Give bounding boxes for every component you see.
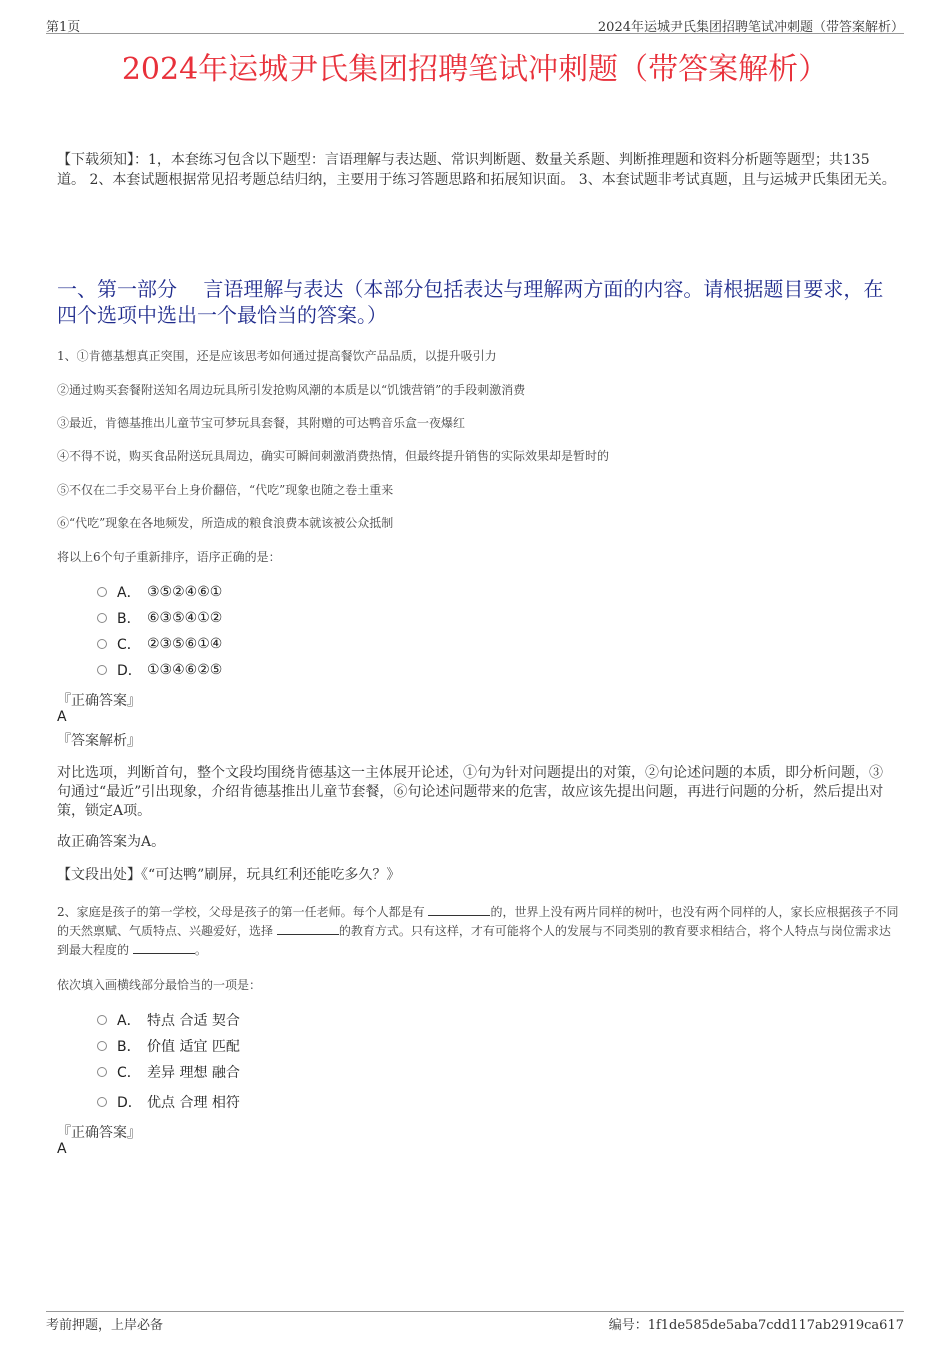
section-heading: 一、第一部分 言语理解与表达（本部分包括表达与理解两方面的内容。请根据题目要求，在四个选项中选出一个最恰当的答案。） bbox=[57, 277, 884, 327]
q1-line-3: ③最近，肯德基推出儿童节宝可梦玩具套餐，其附赠的可达鸭音乐盒一夜爆红 bbox=[57, 416, 466, 430]
download-notice: 【下载须知】：1，本套练习包含以下题型：言语理解与表达题、常识判断题、数量关系题、判断推理题和资料分析题等题型；共135道。 2、本套试题根据常见招考题总结归纳，主要用于练习答题思路和拓展知识面。 3、本套试题非考试真题，且与运城尹氏集团无关。 bbox=[57, 152, 896, 188]
radio-icon[interactable] bbox=[97, 665, 107, 675]
header-doc-title: 2024年运城尹氏集团招聘笔试冲刺题（带答案解析） bbox=[597, 20, 904, 35]
radio-icon[interactable] bbox=[97, 1097, 107, 1107]
q1-line-1: 1、①肯德基想真正突围，还是应该思考如何通过提高餐饮产品品质，以提升吸引力 bbox=[57, 349, 497, 363]
q1-option-c[interactable]: C． ②③⑤⑥①④ bbox=[97, 634, 222, 654]
footer-slogan: 考前押题，上岸必备 bbox=[46, 1318, 164, 1333]
footer-divider bbox=[46, 1311, 904, 1312]
q2-answer: A bbox=[57, 1141, 67, 1157]
q2-option-b[interactable]: B． 价值 适宜 匹配 bbox=[97, 1036, 240, 1056]
q1-prompt: 将以上6个句子重新排序，语序正确的是： bbox=[57, 550, 281, 564]
fill-blank-1 bbox=[428, 904, 490, 916]
radio-icon[interactable] bbox=[97, 613, 107, 623]
q1-analysis: 对比选项，判断首句，整个文段均围绕肯德基这一主体展开论述，①句为针对问题提出的对策，②句论述问题的本质，即分析问题，③句通过“最近”引出现象，介绍肯德基推出儿童节套餐，⑥句论述问题带来的危害，故应该先提出问题，再进行问题的分析，然后提出对策，锁定A项。 bbox=[57, 765, 884, 819]
q1-option-d[interactable]: D． ①③④⑥②⑤ bbox=[97, 660, 222, 680]
q1-option-b[interactable]: B． ⑥③⑤④①② bbox=[97, 608, 222, 628]
q2-option-c[interactable]: C． 差异 理想 融合 bbox=[97, 1062, 240, 1082]
page-title: 2024年运城尹氏集团招聘笔试冲刺题（带答案解析） bbox=[121, 52, 829, 87]
q1-answer-label: 『正确答案』 bbox=[57, 693, 141, 709]
q1-line-2: ②通过购买套餐附送知名周边玩具所引发抢购风潮的本质是以“饥饿营销”的手段刺激消费 bbox=[57, 383, 526, 397]
radio-icon[interactable] bbox=[97, 639, 107, 649]
q2-answer-label: 『正确答案』 bbox=[57, 1125, 141, 1141]
fill-blank-2 bbox=[277, 923, 339, 935]
q2-prompt: 依次填入画横线部分最恰当的一项是： bbox=[57, 978, 262, 992]
q1-line-5: ⑤不仅在二手交易平台上身价翻倍，“代吃”现象也随之卷土重来 bbox=[57, 483, 394, 497]
header-divider bbox=[46, 33, 904, 34]
q2-option-a[interactable]: A． 特点 合适 契合 bbox=[97, 1010, 240, 1030]
q1-conclusion: 故正确答案为A。 bbox=[57, 834, 166, 850]
fill-blank-3 bbox=[133, 942, 195, 954]
q2-stem: 2、家庭是孩子的第一学校，父母是孩子的第一任老师。每个人都是有 的，世界上没有两片同样的树叶，也没有两个同样的人，家长应根据孩子不同的天然禀赋、气质特点、兴趣爱好，选择 的教育方式。只有这样，才有可能将个人的发展与不同类别的教育要求相结合，将个人特点与岗位需求达到最大程度的 。 bbox=[57, 905, 899, 957]
q2-option-d[interactable]: D． 优点 合理 相符 bbox=[97, 1092, 240, 1112]
q1-source: 【文段出处】《“可达鸭”刷屏，玩具红利还能吃多久？》 bbox=[57, 867, 401, 883]
q1-line-6: ⑥“代吃”现象在各地频发，所造成的粮食浪费本就该被公众抵制 bbox=[57, 516, 394, 530]
radio-icon[interactable] bbox=[97, 1041, 107, 1051]
radio-icon[interactable] bbox=[97, 1015, 107, 1025]
q1-option-a[interactable]: A． ③⑤②④⑥① bbox=[97, 582, 222, 602]
page-number: 第1页 bbox=[46, 20, 81, 35]
q1-answer: A bbox=[57, 709, 67, 725]
radio-icon[interactable] bbox=[97, 587, 107, 597]
radio-icon[interactable] bbox=[97, 1067, 107, 1077]
q1-analysis-label: 『答案解析』 bbox=[57, 733, 141, 749]
footer-doc-id: 编号：1f1de585de5aba7cdd117ab2919ca617 bbox=[608, 1318, 904, 1333]
q1-line-4: ④不得不说，购买食品附送玩具周边，确实可瞬间刺激消费热情，但最终提升销售的实际效果却是暂时的 bbox=[57, 449, 610, 463]
